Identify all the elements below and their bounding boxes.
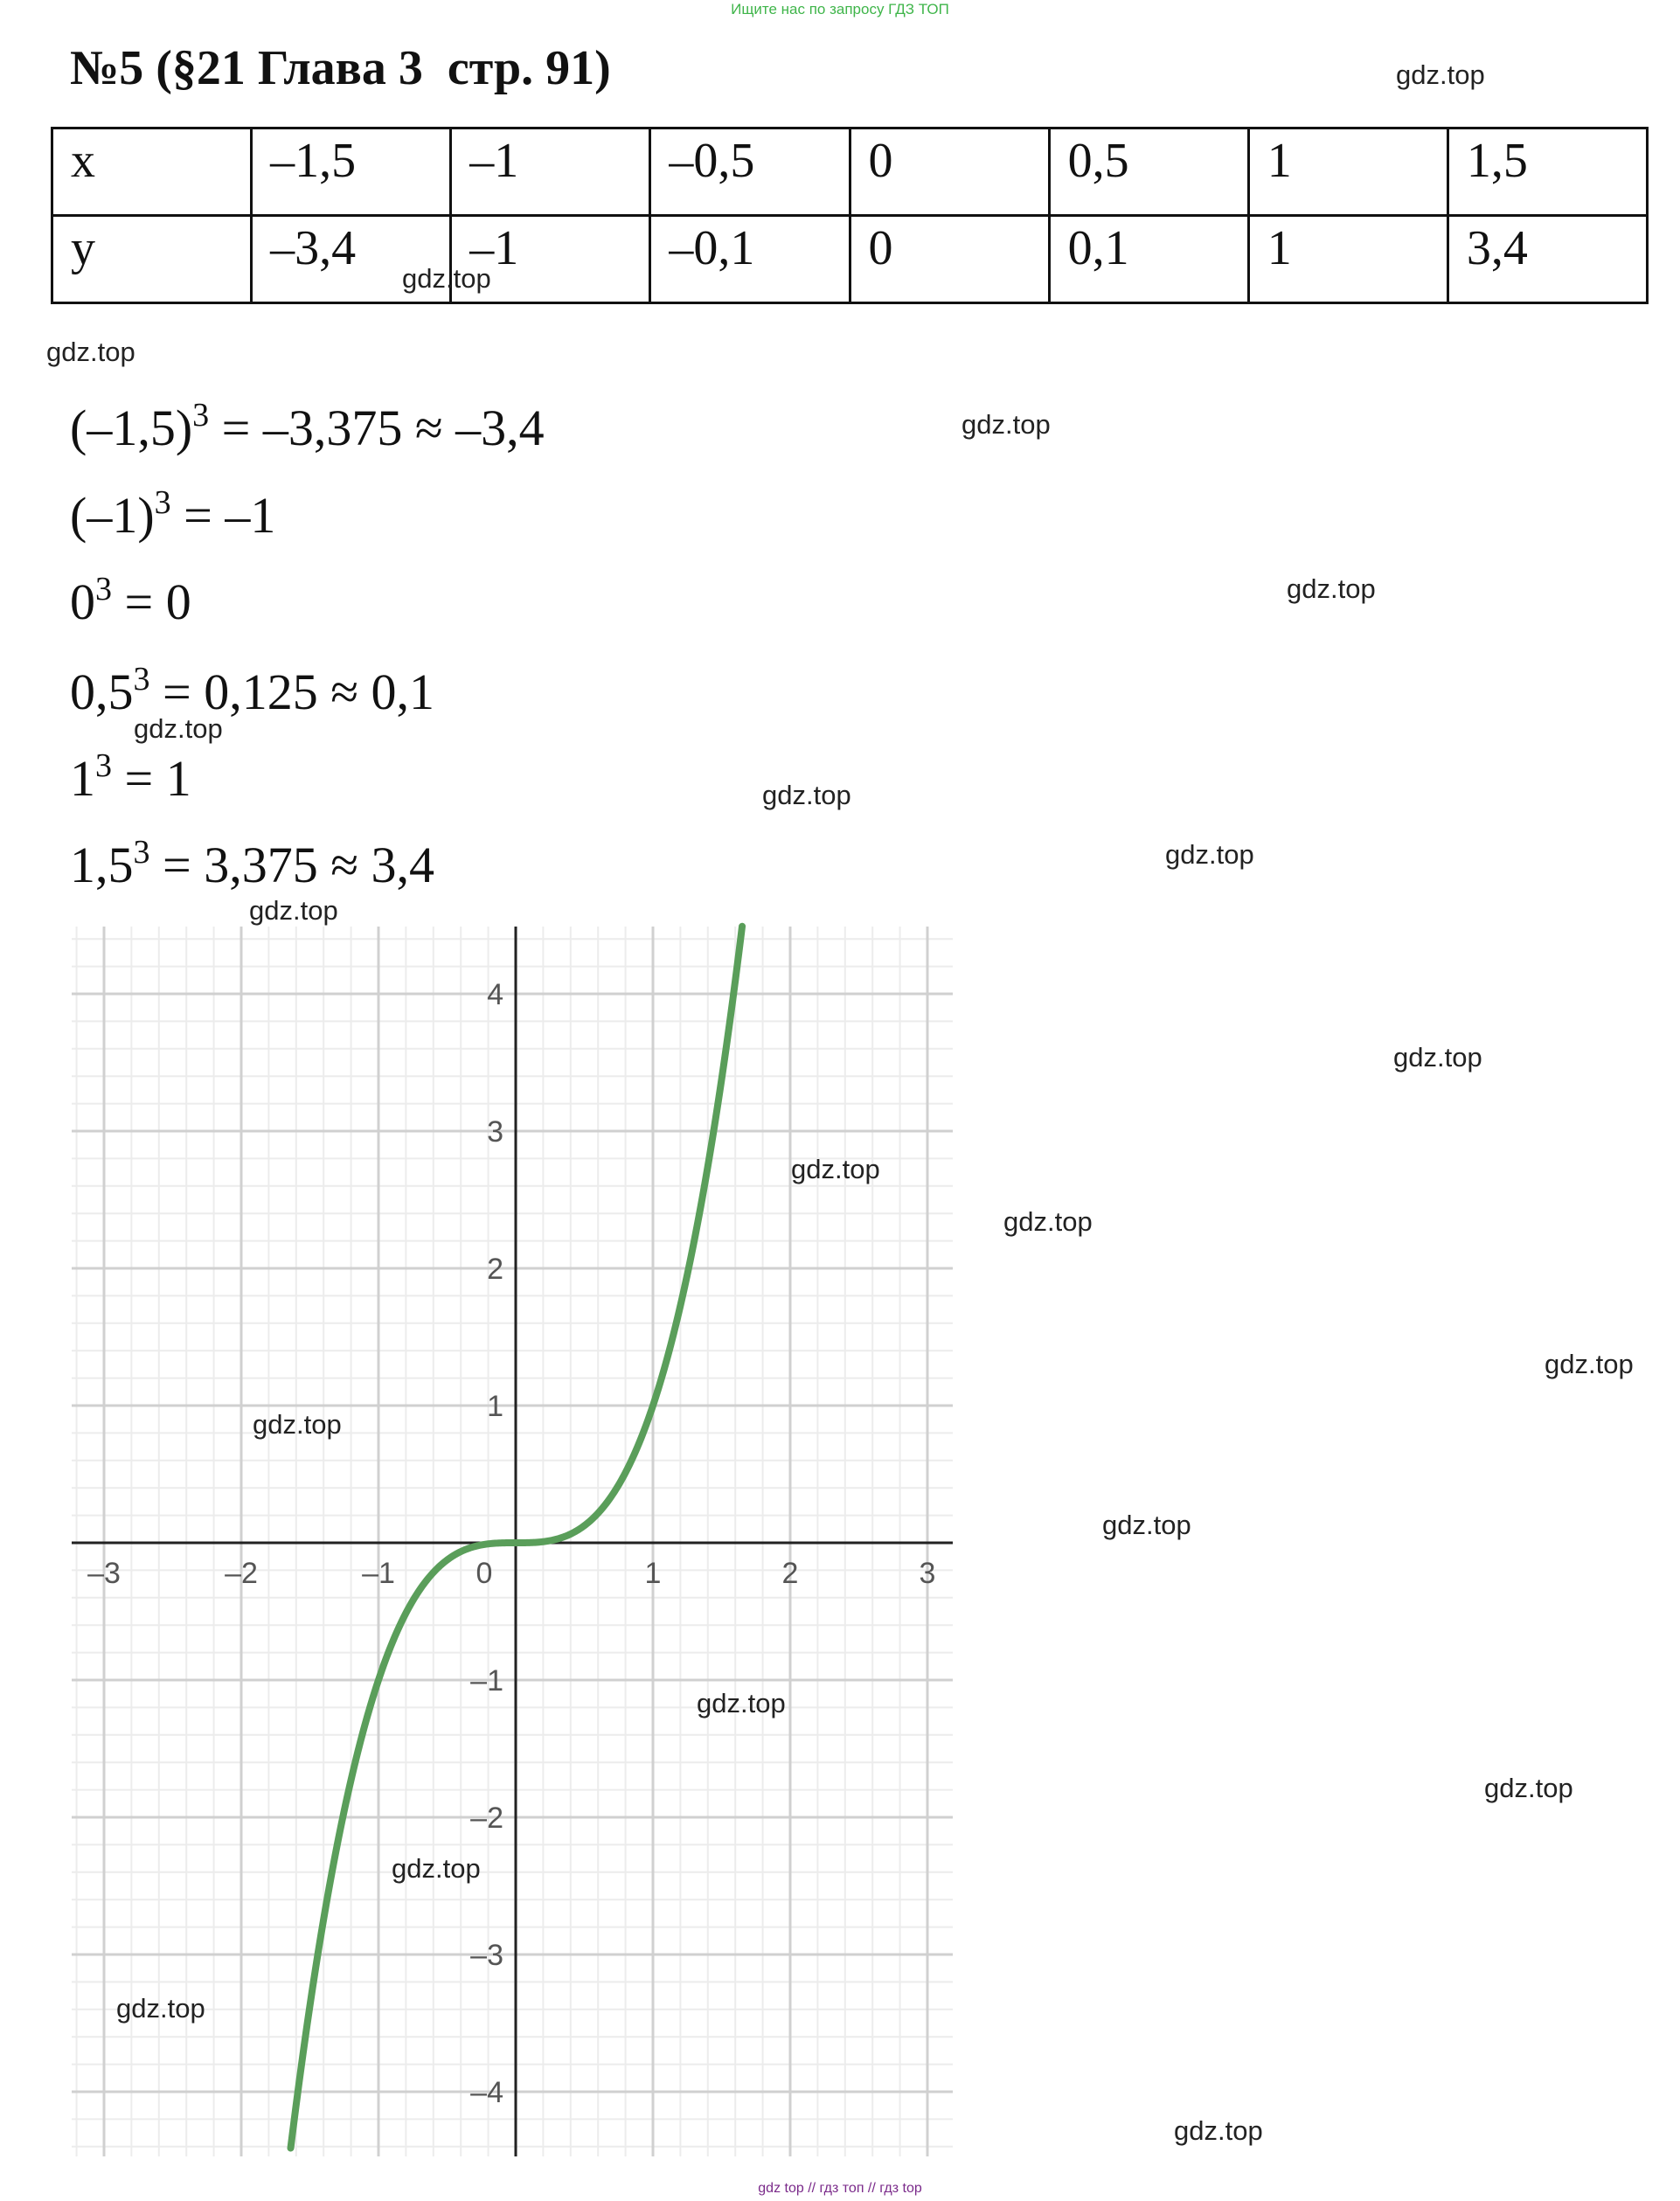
watermark: gdz.top — [1102, 1510, 1191, 1540]
equation-2: $(-1)^3 = -1$ — [70, 484, 276, 544]
equation-5: $1^3 = 1$ — [70, 747, 191, 807]
x-tick-label: –2 — [225, 1557, 258, 1590]
table-cell: –1 — [451, 216, 650, 303]
watermark: gdz.top — [1545, 1349, 1634, 1379]
y-tick-label: 1 — [487, 1390, 503, 1423]
watermark: gdz.top — [1393, 1042, 1482, 1073]
x-tick-label: 2 — [781, 1557, 799, 1590]
table-cell: 0,5 — [1049, 128, 1248, 216]
watermark: gdz.top — [1003, 1206, 1093, 1237]
watermark: gdz.top — [134, 713, 223, 744]
watermark: gdz.top — [1287, 573, 1376, 604]
x-tick-label: –3 — [87, 1557, 121, 1590]
table-cell: –1 — [451, 128, 650, 216]
watermark: gdz.top — [249, 895, 338, 926]
y-tick-label: 2 — [487, 1253, 503, 1286]
footer: gdz top // гдз топ // гдз top — [758, 2181, 922, 2196]
watermark: gdz.top — [697, 1688, 786, 1718]
equation-3: $0^3 = 0$ — [70, 571, 191, 630]
watermark: gdz.top — [1165, 839, 1254, 870]
table-cell: 0 — [850, 216, 1049, 303]
equation-6: $1,5^3 = 3,375 \approx 3,4$ — [70, 834, 435, 893]
table-cell: x — [52, 128, 252, 216]
watermark: gdz.top — [253, 1409, 342, 1440]
top-banner: Ищите нас по запросу ГДЗ ТОП — [731, 1, 949, 17]
watermark: gdz.top — [46, 337, 135, 367]
watermark: gdz.top — [1396, 59, 1485, 90]
table-cell: y — [52, 216, 252, 303]
watermark: gdz.top — [1174, 2115, 1263, 2146]
x-tick-label: –1 — [362, 1557, 395, 1590]
table-cell: 1 — [1248, 216, 1447, 303]
table-cell: 0 — [850, 128, 1049, 216]
table-cell: –0,1 — [650, 216, 850, 303]
y-tick-label: 4 — [487, 978, 503, 1011]
table-cell: –1,5 — [252, 128, 451, 216]
page-title: №5 (§21 Глава 3 стр. 91) — [70, 41, 611, 95]
table-cell: 3,4 — [1447, 216, 1647, 303]
watermark: gdz.top — [116, 1993, 205, 2024]
y-tick-label: –4 — [470, 2076, 503, 2109]
watermark: gdz.top — [402, 263, 491, 294]
watermark: gdz.top — [762, 780, 851, 810]
table-cell: 1 — [1248, 128, 1447, 216]
table-cell: 1,5 — [1447, 128, 1647, 216]
watermark: gdz.top — [791, 1154, 880, 1184]
watermark: gdz.top — [392, 1853, 481, 1884]
table-cell: 0,1 — [1049, 216, 1248, 303]
y-tick-label: 3 — [487, 1115, 503, 1149]
x-tick-label: 0 — [476, 1557, 493, 1590]
x-tick-label: 3 — [919, 1557, 936, 1590]
equation-4: $0,5^3 = 0,125 \approx 0,1$ — [70, 661, 435, 720]
y-tick-label: –2 — [470, 1802, 503, 1835]
watermark: gdz.top — [961, 409, 1051, 440]
equation-1: $(-1,5)^3 = -3,375 \approx -3,4$ — [70, 397, 545, 456]
y-tick-label: –3 — [470, 1939, 503, 1972]
x-tick-label: 1 — [644, 1557, 662, 1590]
watermark: gdz.top — [1484, 1773, 1573, 1803]
y-tick-label: –1 — [470, 1664, 503, 1698]
table-cell: –3,4 — [252, 216, 451, 303]
table-cell: –0,5 — [650, 128, 850, 216]
